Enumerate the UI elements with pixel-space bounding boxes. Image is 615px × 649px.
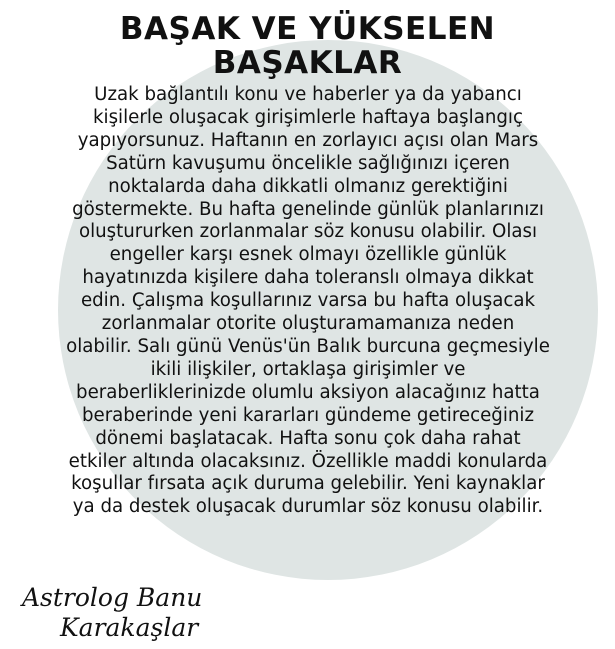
page-title [0,12,615,80]
text-line: noktalarda daha dikkatli olmanız gerektiğini [108,175,508,197]
text-line: koşullar fırsata açık duruma gelebilir. Yeni kaynaklar [71,473,545,495]
title-line-2: BAŞAKLAR [212,45,403,81]
text-line: Uzak bağlantılı konu ve haberler ya da yabancı [94,84,522,105]
text-line: zorlanmalar otorite oluşturamamanıza neden [101,313,515,335]
text-line: oluştururken zorlanmalar söz konusu olabilir. Olası [78,221,538,243]
text-line: göstermekte. Bu hafta genelinde günlük planlarınızı [72,198,544,220]
signature-line-2: Karakaşlar [60,613,199,642]
signature-line-1: Astrolog Banu [22,583,203,612]
text-line: hayatınızda kişilere daha toleranslı olmaya dikkat [82,267,534,289]
text-line: ya da destek oluşacak durumlar söz konusu olabilir. [72,496,544,518]
text-line: etkiler altında olacaksınız. Özellikle maddi konularda [68,450,548,472]
text-line: edin. Çalışma koşullarınız varsa bu hafta oluşacak [80,290,536,312]
text-line: yapıyorsunuz. Haftanın en zorlayıcı açısı olan Mars [77,129,539,151]
text-line: olabilir. Salı günü Venüs'ün Balık burcuna geçmesiyle [66,335,550,357]
text-line: engeller karşı esnek olmayı özellikle günlük [109,244,507,266]
text-line: beraberliklerinizde olumlu aksiyon alacağınız hatta [76,381,540,403]
title-line-1: BAŞAK VE YÜKSELEN [119,11,496,47]
signature [18,580,248,644]
text-line: Satürn kavuşumu öncelikle sağlığınızı içeren [106,152,510,174]
horoscope-text [8,84,608,519]
text-line: beraberinde yeni kararları gündeme getireceğiniz [81,404,535,426]
text-line: dönemi başlatacak. Hafta sonu çok daha rahat [95,427,521,449]
text-line: kişilerle oluşacak girişimlerle haftaya başlangıç [93,106,523,128]
text-line: ikili ilişkiler, ortaklaşa girişimler ve [150,358,466,380]
